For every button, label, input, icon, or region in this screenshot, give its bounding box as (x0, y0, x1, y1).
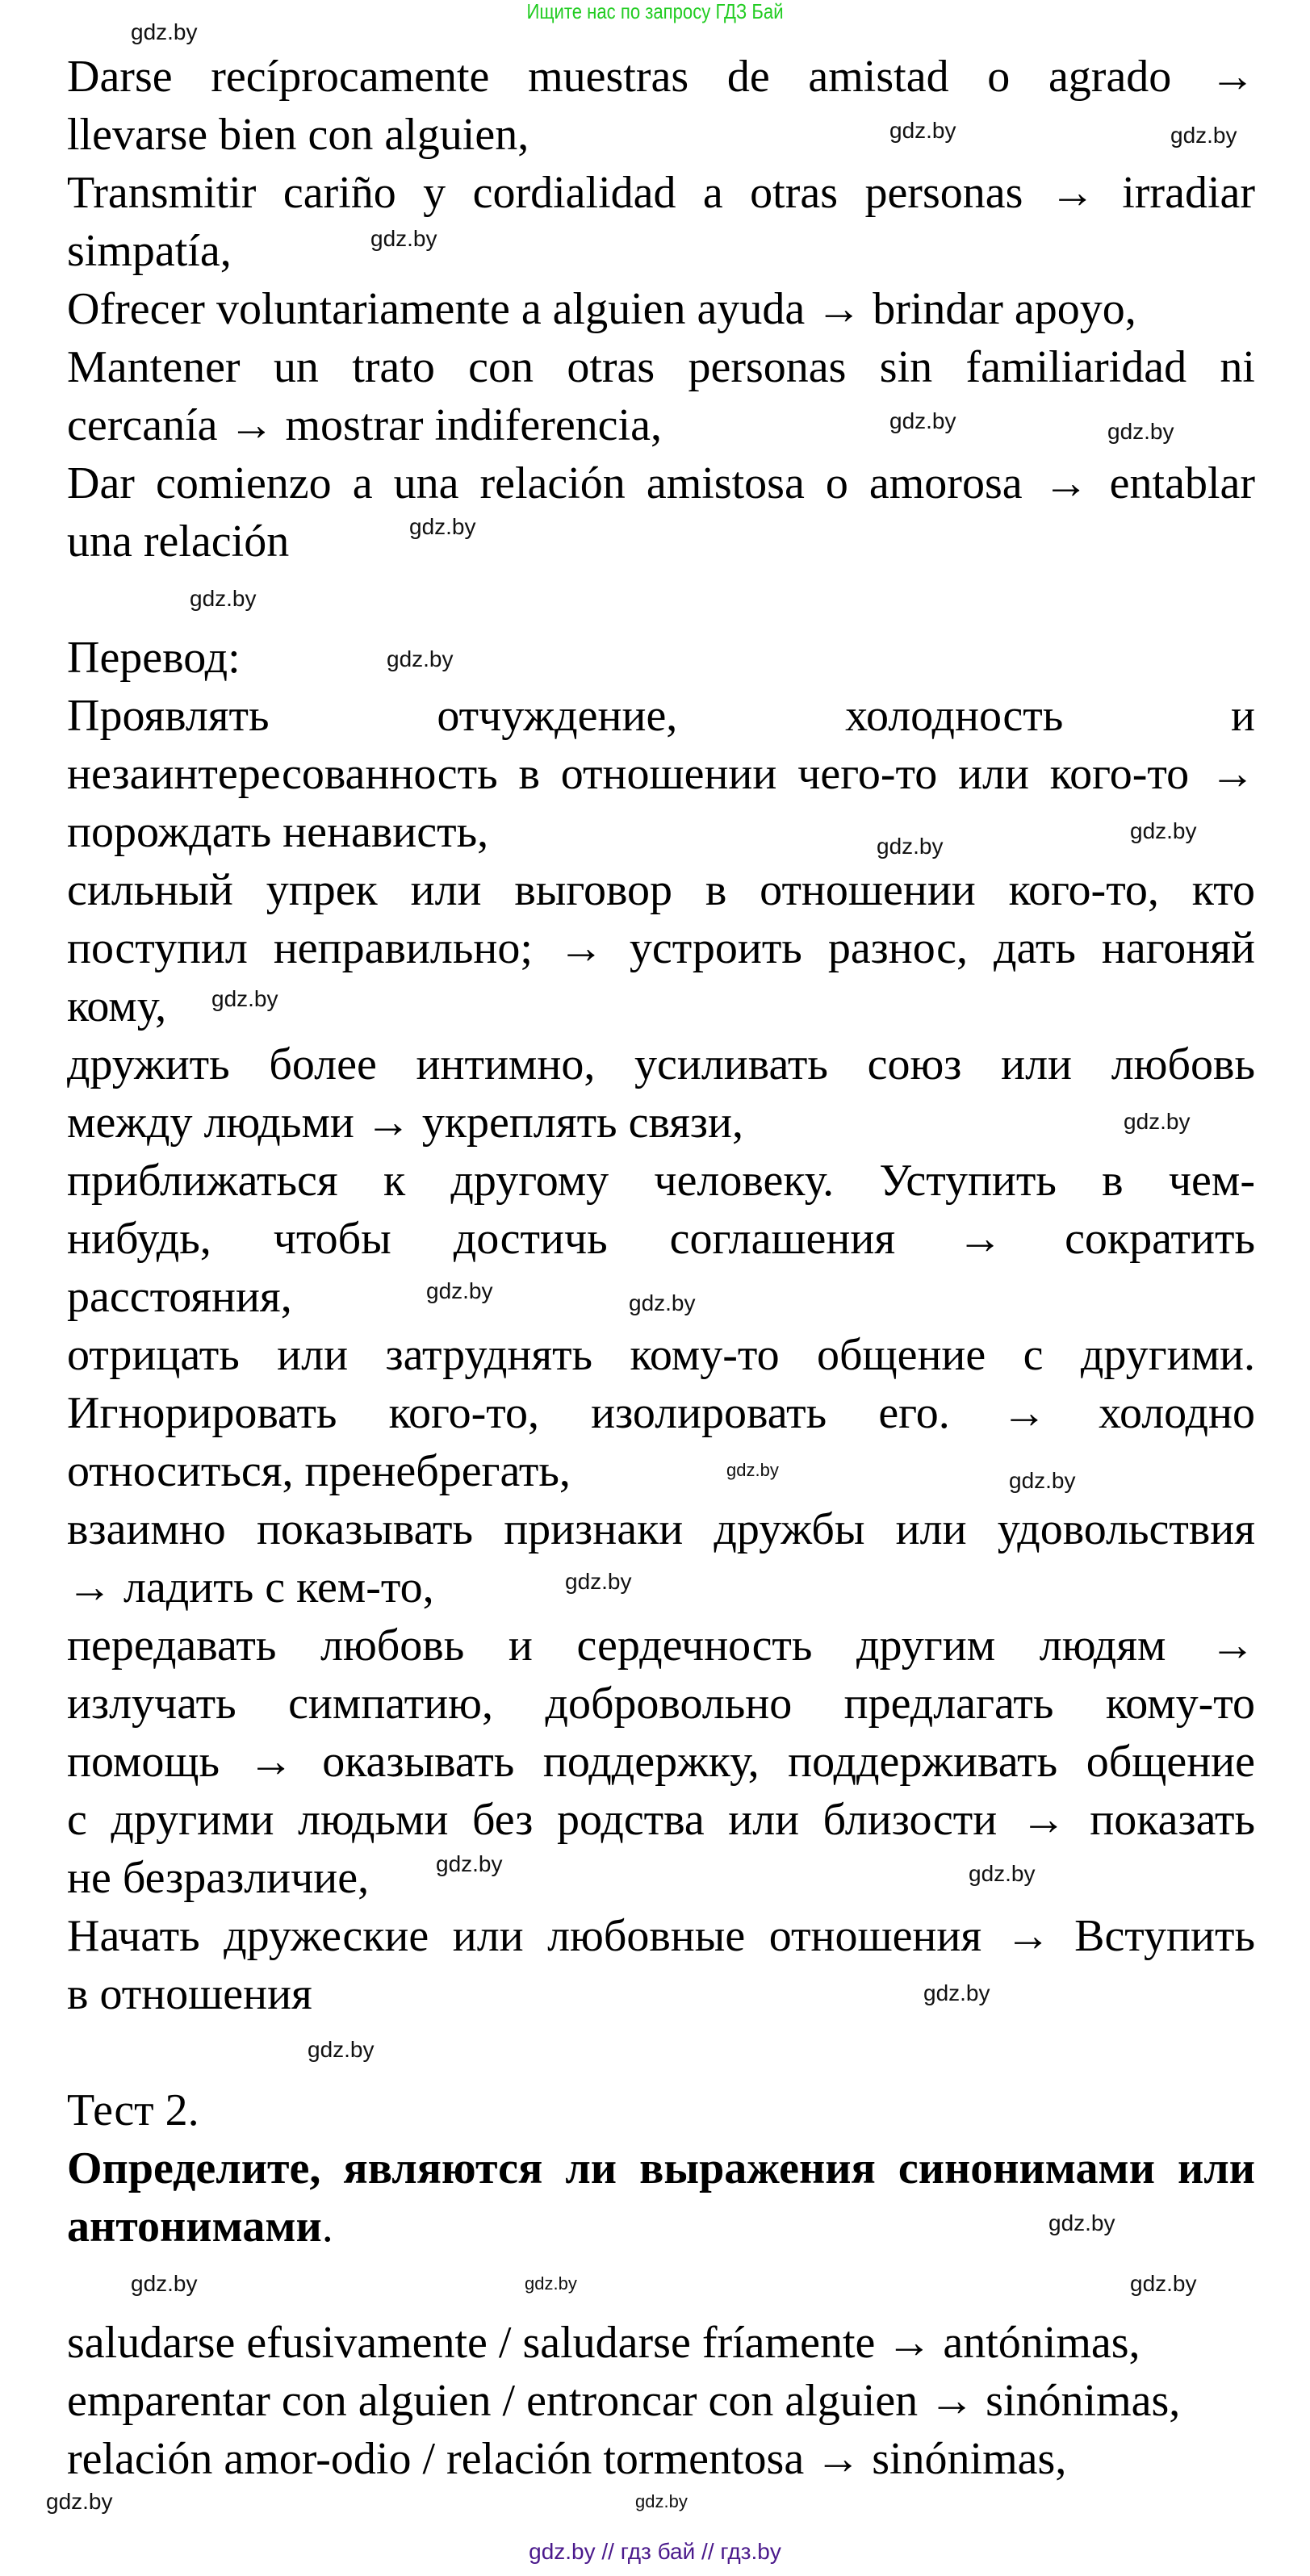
watermark-text: gdz.by (1130, 2271, 1197, 2296)
definition-line: cercanía → mostrar indiferencia, (67, 400, 662, 450)
translation-line: приближаться к другому человеку. Уступить в чем- (67, 1156, 1255, 1206)
test-instruction: Определите, являются ли выражения синонимами или (67, 2143, 1255, 2193)
translation-line: незаинтересованность в отношении чего-то или кого-то → (67, 749, 1255, 799)
watermark-text: gdz.by (1107, 419, 1174, 444)
test-instruction-bold: антонимами (67, 2202, 322, 2252)
watermark-text: gdz.by (131, 2271, 198, 2296)
translation-line: относиться, пренебрегать, (67, 1446, 571, 1496)
translation-line: помощь → оказывать поддержку, поддерживать общение (67, 1737, 1255, 1787)
watermark-text: gdz.by (889, 408, 956, 433)
watermark-text: gdz.by (426, 1278, 493, 1303)
translation-line: с другими людьми без родства или близости → показать (67, 1795, 1255, 1845)
definition-line: Ofrecer voluntariamente a alguien ayuda → brindar apoyo, (67, 284, 1136, 334)
watermark-text: gdz.by (525, 2273, 577, 2294)
watermark-text: gdz.by (46, 2489, 113, 2514)
watermark-text: gdz.by (1048, 2210, 1115, 2235)
translation-line: кому, (67, 981, 167, 1031)
watermark-text: gdz.by (436, 1851, 503, 1876)
watermark-text: gdz.by (211, 986, 278, 1011)
definition-line: Mantener un trato con otras personas sin familiaridad ni (67, 342, 1255, 392)
watermark-text: gdz.by (370, 226, 437, 251)
translation-line: передавать любовь и сердечность другим людям → (67, 1620, 1255, 1671)
watermark-text: gdz.by (1130, 818, 1197, 843)
translation-line: порождать ненависть, (67, 807, 489, 857)
translation-line: Игнорировать кого-то, изолировать его. → холодно (67, 1388, 1255, 1438)
watermark-text: gdz.by (969, 1861, 1036, 1886)
test-answer-item: relación amor-odio / relación tormentosa → sinónimas, (67, 2434, 1067, 2484)
test-answer-item: saludarse efusivamente / saludarse fríamente → antónimas, (67, 2318, 1140, 2368)
translation-line: взаимно показывать признаки дружбы или удовольствия (67, 1504, 1255, 1554)
translation-line: излучать симпатию, добровольно предлагать кому-то (67, 1679, 1255, 1729)
watermark-text: gdz.by (635, 2491, 688, 2511)
translation-line: расстояния, (67, 1272, 292, 1322)
watermark-text: gdz.by (726, 1460, 779, 1480)
watermark-text: gdz.by (131, 19, 198, 44)
translation-line: → ладить с кем-то, (67, 1562, 434, 1612)
test-title: Тест 2. (67, 2085, 199, 2135)
definition-line: Darse recíprocamente muestras de amistad o agrado → (67, 52, 1255, 102)
watermark-text: gdz.by (629, 1290, 696, 1315)
watermark-text: gdz.by (923, 1980, 990, 2005)
definition-line: simpatía, (67, 226, 232, 276)
site-footer: gdz.by // гдз бай // гдз.by (529, 2539, 781, 2564)
definition-line: Dar comienzo a una relación amistosa o amorosa → entablar (67, 458, 1255, 508)
watermark-text: gdz.by (889, 118, 956, 143)
definition-line: llevarse bien con alguien, (67, 110, 529, 160)
translation-line: сильный упрек или выговор в отношении кого-то, кто (67, 865, 1255, 915)
test-answer-item: emparentar con alguien / entroncar con alguien → sinónimas, (67, 2376, 1181, 2426)
translation-line: дружить более интимно, усиливать союз или любовь (67, 1039, 1255, 1089)
translation-line: Начать дружеские или любовные отношения → Вступить (67, 1911, 1255, 1961)
watermark-text: gdz.by (877, 834, 944, 859)
definition-line: una relación (67, 516, 290, 567)
translation-line: поступил неправильно; → устроить разнос, дать нагоняй (67, 923, 1255, 973)
site-header-banner: Ищите нас по запросу ГДЗ Бай (526, 0, 784, 23)
watermark-text: gdz.by (1124, 1109, 1191, 1134)
translation-line: не безразличие, (67, 1853, 370, 1903)
translation-line: между людьми → укреплять связи, (67, 1098, 744, 1148)
translation-line: нибудь, чтобы достичь соглашения → сократить (67, 1214, 1255, 1264)
watermark-text: gdz.by (387, 646, 454, 671)
translation-heading: Перевод: (67, 633, 241, 683)
translation-line: отрицать или затруднять кому-то общение с другими. (67, 1330, 1255, 1380)
watermark-text: gdz.by (409, 514, 476, 539)
test-instruction-end: . (321, 2202, 333, 2252)
definition-line: Transmitir cariño y cordialidad a otras personas → irradiar (67, 168, 1255, 218)
translation-line: в отношения (67, 1969, 312, 2019)
watermark-text: gdz.by (1170, 123, 1237, 148)
watermark-text: gdz.by (1009, 1468, 1076, 1493)
watermark-text: gdz.by (565, 1569, 632, 1594)
translation-line: Проявлять отчуждение, холодность и (67, 691, 1255, 741)
watermark-text: gdz.by (190, 586, 257, 611)
watermark-text: gdz.by (308, 2037, 375, 2062)
